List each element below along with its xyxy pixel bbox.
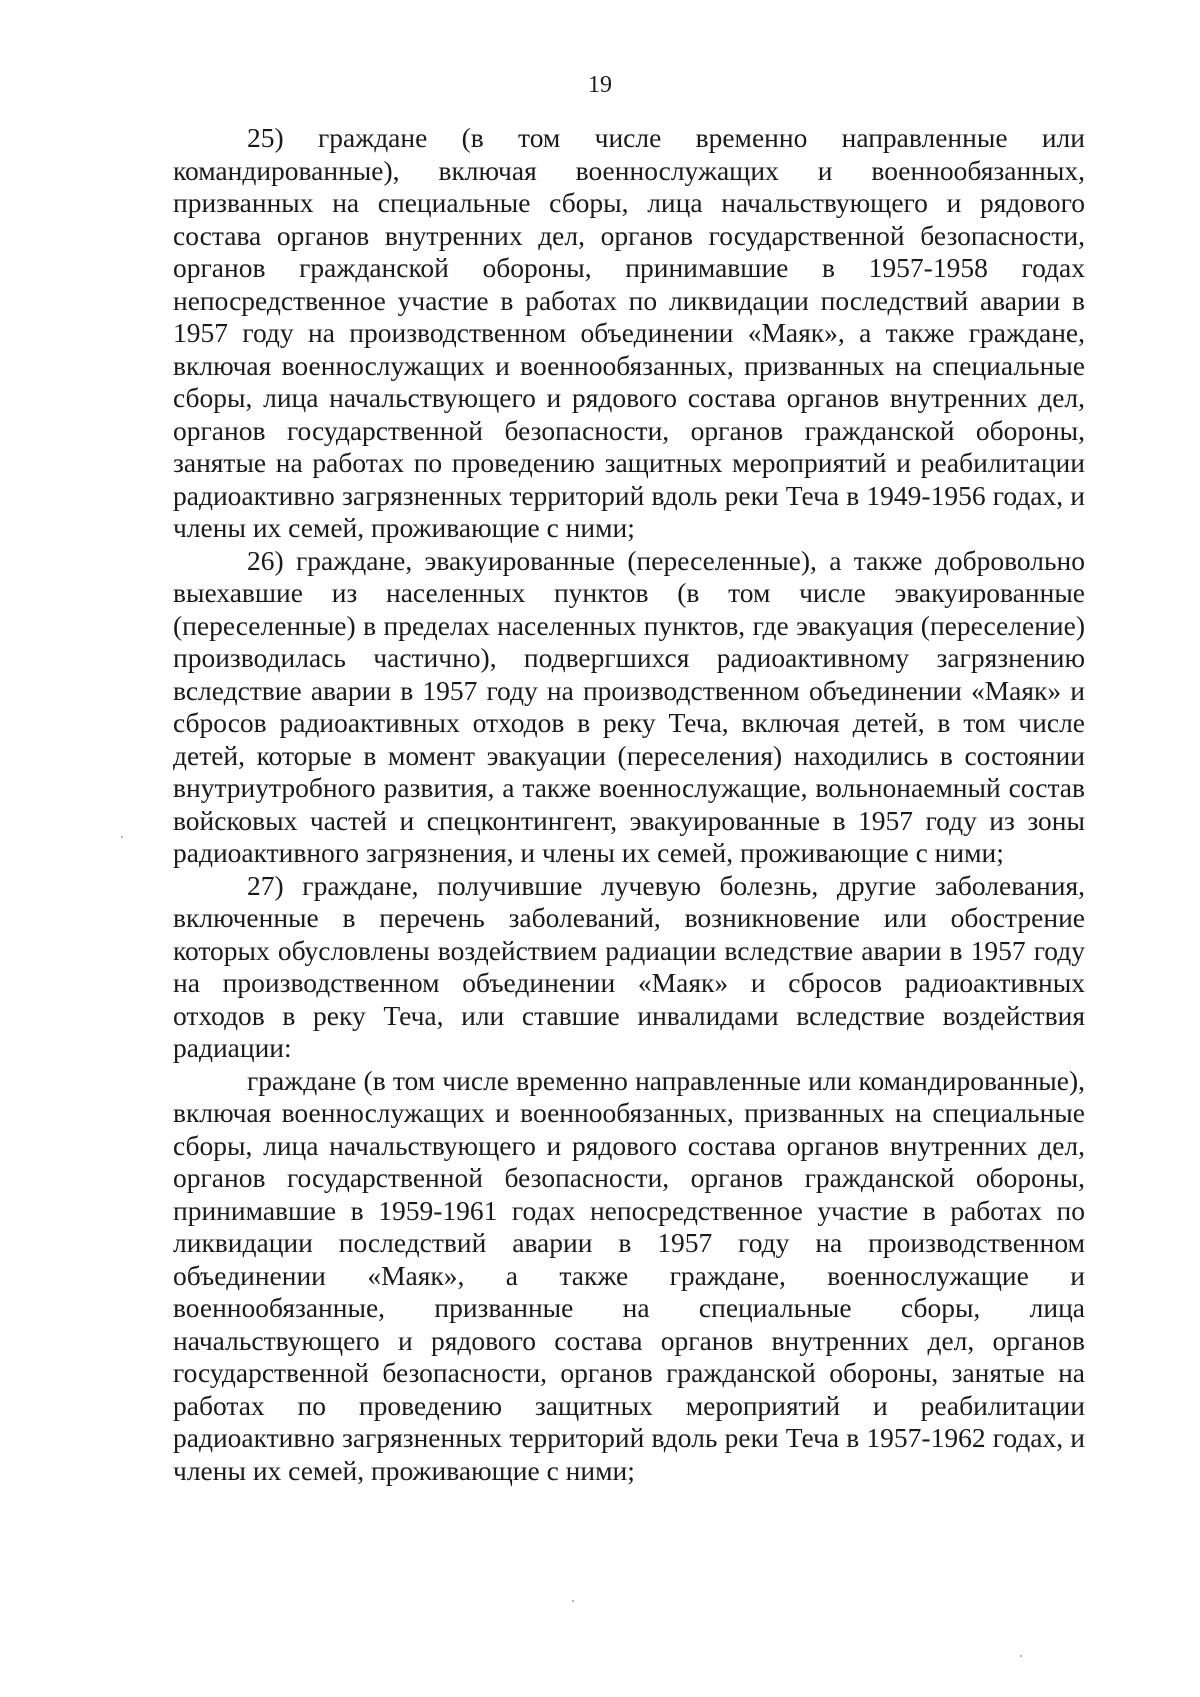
paragraph-item-25: 25) граждане (в том числе временно направленные или командированные), включая военнослужащих и военнообязанных, призванных на специальные сборы, лица начальствующего и рядового состава органов внутренних дел, органов государственной безопасности, органов гражданской обороны, принимавшие в 1957-1958 годах непосредственное участие в работах по ликвидации последствий аварии в 1957 году на производственном объединении «Маяк», а также граждане, включая военнослужащих и военнообязанных, призванных на специальные сборы, лица начальствующего и рядового состава органов внутренних дел, органов государственной безопасности, органов гражданской обороны, занятые на работах по проведению защитных мероприятий и реабилитации радиоактивно загрязненных территорий вдоль реки Теча в 1949-1956 годах, и члены их семей, проживающие с ними; — [173, 122, 1085, 543]
scan-speck — [572, 1600, 574, 1602]
page-number: 19 — [588, 72, 612, 98]
scan-speck — [121, 836, 123, 838]
paragraph-item-27-citizens: граждане (в том числе временно направленные или командированные), включая военнослужащих и военнообязанных, призванных на специальные сборы, лица начальствующего и рядового состава органов внутренних дел, органов государственной безопасности, органов гражданской обороны, принимавшие в 1959-1961 годах непосредственное участие в работах по ликвидации последствий аварии в 1957 году на производственном объединении «Маяк», а также граждане, военнослужащие и военнообязанные, призванные на специальные сборы, лица начальствующего и рядового состава органов внутренних дел, органов государственной безопасности, органов гражданской обороны, занятые на работах по проведению защитных мероприятий и реабилитации радиоактивно загрязненных территорий вдоль реки Теча в 1957-1962 годах, и члены их семей, проживающие с ними; — [173, 1064, 1085, 1486]
paragraph-item-27: 27) граждане, получившие лучевую болезнь, другие заболевания, включенные в перечень заболеваний, возникновение или обострение которых обусловлены воздействием радиации вследствие аварии в 1957 году на производственном объединении «Маяк» и сбросов радиоактивных отходов в реку Теча, или ставшие инвалидами вследствие воздействия радиации: — [173, 869, 1085, 1063]
document-body — [173, 122, 1085, 1487]
paragraph-item-26: 26) граждане, эвакуированные (переселенные), а также добровольно выехавшие из населенных пунктов (в том числе эвакуированные (переселенные) в пределах населенных пунктов, где эвакуация (переселение) производилась частично), подвергшихся радиоактивному загрязнению вследствие аварии в 1957 году на производственном объединении «Маяк» и сбросов радиоактивных отходов в реку Теча, включая детей, в том числе детей, которые в момент эвакуации (переселения) находились в состоянии внутриутробного развития, а также военнослужащие, вольнонаемный состав войсковых частей и спецконтингент, эвакуированные в 1957 году из зоны радиоактивного загрязнения, и члены их семей, проживающие с ними; — [173, 544, 1085, 868]
scan-speck — [1020, 1655, 1022, 1657]
